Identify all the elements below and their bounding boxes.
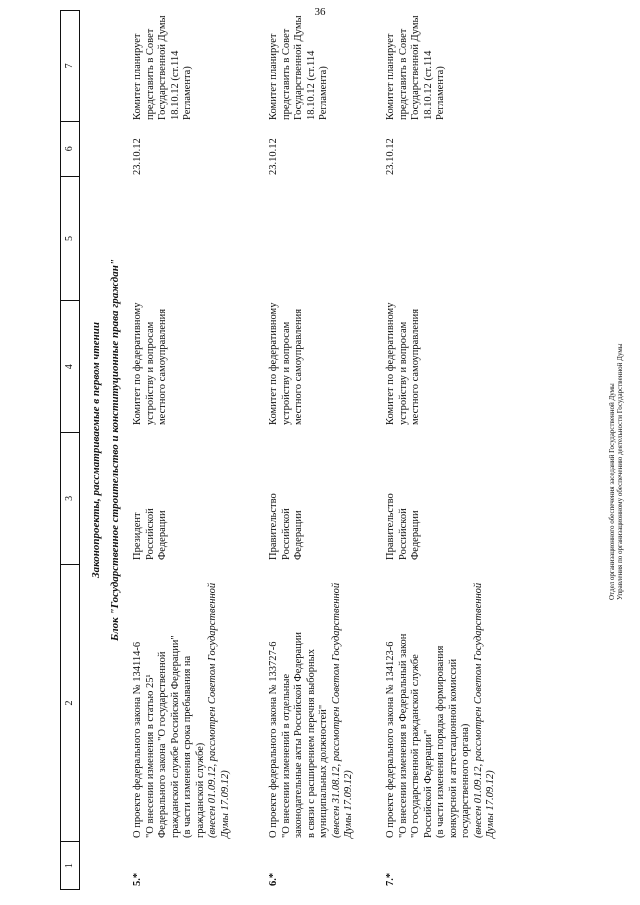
section-title: Законопроекты, рассматриваемые в первом чтении bbox=[90, 322, 102, 578]
bill-text-line: Российской Федерации" bbox=[422, 729, 434, 838]
bill-note: (внесен 01.09.12, рассмотрен Советом Государственной Думы 17.09.12) bbox=[472, 582, 496, 838]
bill-text-line: О проекте федерального закона № 133727-6 bbox=[268, 641, 279, 838]
bill-text-line: (в части изменения срока пребывания на bbox=[182, 655, 193, 838]
committee: Комитет по федеративному устройству и вопросам местного самоуправления bbox=[385, 302, 421, 425]
initiator: Президент Российской Федерации bbox=[132, 508, 168, 560]
page-number: 36 bbox=[314, 6, 326, 18]
column-number: 1 bbox=[61, 841, 79, 889]
table-row bbox=[268, 10, 398, 890]
bill-text-line: гражданской службе) bbox=[194, 742, 206, 838]
column-number: 7 bbox=[64, 63, 75, 69]
column-number: 5 bbox=[61, 176, 79, 301]
committee: Комитет по федеративному устройству и вопросам местного самоуправления bbox=[268, 302, 304, 425]
column-number: 6 bbox=[61, 121, 79, 176]
plan: Комитет планирует представить в Совет Государственной Думы 18.10.12 (ст.114 Регламента) bbox=[268, 15, 329, 120]
column-number: 3 bbox=[61, 432, 79, 564]
column-number: 2 bbox=[61, 564, 79, 841]
bill-text-line: О проекте федерального закона № 134114-6 bbox=[132, 641, 143, 838]
footer-line: Отдел организационного обеспечения заседаний Государственной Думы bbox=[608, 383, 616, 600]
date: 23.10.12 bbox=[132, 138, 143, 175]
bill-description bbox=[268, 573, 356, 838]
bill-note: (внесен 31.08.12, рассмотрен Советом Государственной Думы 17.09.12) bbox=[330, 582, 354, 838]
table-row bbox=[132, 10, 262, 890]
bill-description bbox=[132, 573, 232, 838]
bill-text-line: гражданской службе Российской Федерации" bbox=[169, 635, 181, 838]
bill-text-line: муниципальных должностей" bbox=[318, 704, 329, 838]
bill-text-line: государственного органа) bbox=[460, 723, 471, 838]
bill-description bbox=[385, 573, 498, 838]
bill-text-line: "О внесении изменений в отдельные bbox=[280, 673, 292, 838]
block-title: Блок "Государственное строительство и конституционные права граждан" bbox=[109, 259, 121, 641]
row-number: 7.* bbox=[385, 872, 396, 886]
date: 23.10.12 bbox=[385, 138, 396, 175]
date: 23.10.12 bbox=[268, 138, 279, 175]
bill-text-line: (в части изменения порядка формирования bbox=[435, 645, 446, 838]
initiator: Правительство Российской Федерации bbox=[385, 493, 421, 560]
bill-note: (внесен 01.09.12, рассмотрен Советом Государственной Думы 17.09.12) bbox=[207, 582, 231, 838]
bill-text-line: в связи с расширением перечня выборных bbox=[305, 649, 317, 838]
row-number: 5.* bbox=[132, 872, 143, 886]
bill-text-line: "О внесении изменения в Федеральный закон bbox=[397, 633, 409, 838]
committee: Комитет по федеративному устройству и вопросам местного самоуправления bbox=[132, 302, 168, 425]
rotated-table-page bbox=[60, 10, 640, 890]
plan: Комитет планирует представить в Совет Государственной Думы 18.10.12 (ст.114 Регламента) bbox=[385, 15, 446, 120]
column-number-header bbox=[60, 10, 80, 890]
table-row bbox=[385, 10, 515, 890]
bill-text-line: законодательные акты Российской Федерации bbox=[293, 631, 304, 838]
bill-text-line: конкурсной и аттестационной комиссий bbox=[447, 658, 459, 838]
bill-text-line: "О государственной гражданской службе bbox=[410, 654, 421, 838]
row-number: 6.* bbox=[268, 872, 279, 886]
bill-text-line: О проекте федерального закона № 134123-6 bbox=[385, 641, 396, 838]
bill-text-line: Федерального закона "О государственной bbox=[157, 651, 168, 838]
column-number: 4 bbox=[61, 300, 79, 432]
footer-line: Управления по организационному обеспечению деятельности Государственной Думы bbox=[616, 343, 624, 600]
plan: Комитет планирует представить в Совет Государственной Думы 18.10.12 (ст.114 Регламента) bbox=[132, 15, 193, 120]
footer-department bbox=[608, 300, 638, 600]
initiator: Правительство Российской Федерации bbox=[268, 493, 304, 560]
bill-text-line: "О внесении изменения в статью 25¹ bbox=[144, 674, 156, 838]
